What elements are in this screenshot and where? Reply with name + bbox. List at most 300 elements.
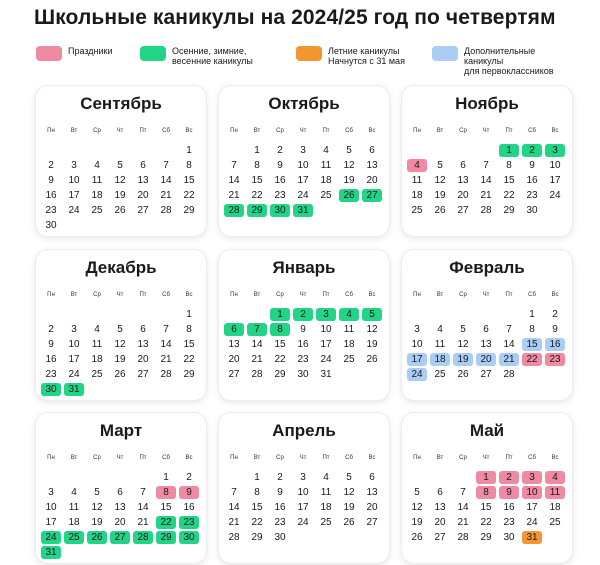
day-cell: 10 [522,486,542,499]
weekday-label: Ср [93,292,101,298]
day-cell: 5 [94,487,100,498]
weekday-label: Сб [528,128,536,134]
day-cell: 13 [228,339,240,350]
weekday-label: Вт [70,455,78,461]
day-cell: 5 [346,472,352,483]
day-cell: 8 [186,160,192,171]
day-cell: 25 [549,517,561,528]
weekday-row [223,128,385,138]
day-cell: 17 [549,175,561,186]
day-cell: 3 [300,472,306,483]
month-name: Сентябрь [80,94,162,113]
weekday-label: Сб [162,128,170,134]
day-cell: 8 [506,160,512,171]
day-cell: 24 [68,369,80,380]
month-name: Апрель [272,421,336,440]
day-cell: 26 [457,369,469,380]
day-cell: 2 [277,145,283,156]
day-cell: 14 [160,175,172,186]
day-cell: 3 [48,487,54,498]
day-cell: 16 [526,175,538,186]
day-cell: 28 [224,204,244,217]
day-cell: 20 [137,190,149,201]
day-cell: 10 [320,324,332,335]
day-cell: 2 [522,144,542,157]
weekday-label: Пт [139,455,147,461]
day-cell: 9 [277,487,283,498]
day-cell: 5 [346,145,352,156]
day-cell: 2 [277,472,283,483]
month-card [402,413,572,563]
day-cell: 13 [366,160,378,171]
day-cell: 30 [503,532,515,543]
weekday-label: Ср [276,128,284,134]
day-cell: 23 [45,205,57,216]
day-cell: 12 [411,502,423,513]
day-cell: 4 [94,160,100,171]
weekday-label: Ср [276,455,284,461]
day-cell: 28 [457,532,469,543]
day-cell: 10 [45,502,57,513]
days-grid [223,471,385,565]
day-cell: 10 [411,339,423,350]
day-cell: 26 [339,189,359,202]
weekday-label: Вт [253,128,261,134]
weekday-label: Пн [230,292,238,298]
weekday-label: Пн [413,292,421,298]
day-cell: 24 [320,354,332,365]
day-cell: 15 [480,502,492,513]
day-cell: 13 [434,502,446,513]
month-card [219,413,389,563]
day-cell: 11 [343,324,355,335]
day-cell: 3 [522,471,542,484]
weekday-label: Пт [505,292,513,298]
day-cell: 25 [320,190,332,201]
weekday-label: Вт [436,128,444,134]
legend-item-h [36,46,113,61]
day-cell: 4 [323,145,329,156]
day-cell: 10 [68,339,80,350]
day-cell: 23 [45,369,57,380]
weekday-label: Чт [482,455,490,461]
weekday-row [40,292,202,302]
day-cell: 6 [460,160,466,171]
day-cell: 17 [407,353,427,366]
day-cell: 31 [64,383,84,396]
day-cell: 15 [251,175,263,186]
weekday-label: Пн [413,455,421,461]
day-cell: 11 [434,339,446,350]
weekday-label: Пт [322,128,330,134]
weekday-row [40,455,202,465]
day-cell: 26 [114,205,126,216]
day-cell: 27 [137,205,149,216]
day-cell: 23 [274,517,286,528]
day-cell: 1 [529,309,535,320]
day-cell: 25 [91,369,103,380]
day-cell: 7 [506,324,512,335]
day-cell: 2 [499,471,519,484]
day-cell: 3 [71,324,77,335]
weekday-label: Вт [253,455,261,461]
weekday-label: Пт [505,128,513,134]
month-card [219,250,389,400]
day-cell: 27 [434,532,446,543]
day-cell: 27 [457,205,469,216]
day-cell: 8 [254,160,260,171]
day-cell: 23 [297,354,309,365]
month-card [36,86,206,236]
day-cell: 16 [45,190,57,201]
weekday-label: Ср [93,455,101,461]
day-cell: 18 [320,175,332,186]
day-cell: 24 [41,531,61,544]
day-cell: 28 [251,369,263,380]
weekday-label: Пт [322,292,330,298]
day-cell: 20 [137,354,149,365]
day-cell: 25 [343,354,355,365]
days-grid [40,308,202,402]
weekday-label: Пт [505,455,513,461]
day-cell: 29 [183,369,195,380]
weekday-label: Чт [482,292,490,298]
days-grid [223,144,385,238]
month-name: Декабрь [85,258,157,277]
day-cell: 24 [297,517,309,528]
legend-label: Дополнительные каникулы для первоклассников [464,46,554,76]
day-cell: 4 [323,472,329,483]
day-cell: 19 [91,517,103,528]
weekday-row [406,455,568,465]
day-cell: 13 [137,339,149,350]
weekday-label: Вс [368,455,376,461]
day-cell: 23 [545,353,565,366]
weekday-row [406,128,568,138]
weekday-label: Вт [70,128,78,134]
weekday-label: Вс [185,455,193,461]
weekday-row [223,292,385,302]
day-cell: 21 [499,353,519,366]
day-cell: 21 [251,354,263,365]
days-grid [406,471,568,565]
day-cell: 21 [137,517,149,528]
weekday-label: Чт [299,292,307,298]
weekday-label: Пн [230,455,238,461]
weekday-label: Чт [299,128,307,134]
day-cell: 26 [114,369,126,380]
day-cell: 26 [87,531,107,544]
day-cell: 4 [545,471,565,484]
day-cell: 17 [297,502,309,513]
day-cell: 13 [457,175,469,186]
day-cell: 22 [274,354,286,365]
day-cell: 22 [480,517,492,528]
day-cell: 13 [137,175,149,186]
day-cell: 8 [476,486,496,499]
day-cell: 14 [160,339,172,350]
day-cell: 12 [343,160,355,171]
month-name: Февраль [449,258,525,277]
day-cell: 22 [522,353,542,366]
day-cell: 29 [251,532,263,543]
day-cell: 16 [274,502,286,513]
day-cell: 16 [183,502,195,513]
day-cell: 3 [414,324,420,335]
day-cell: 6 [140,160,146,171]
weekday-label: Сб [345,455,353,461]
day-cell: 3 [316,308,336,321]
day-cell: 27 [362,189,382,202]
day-cell: 15 [274,339,286,350]
day-cell: 17 [45,517,57,528]
day-cell: 3 [71,160,77,171]
days-grid [406,308,568,402]
day-cell: 29 [156,531,176,544]
day-cell: 28 [480,205,492,216]
day-cell: 14 [251,339,263,350]
day-cell: 12 [114,175,126,186]
day-cell: 27 [366,517,378,528]
day-cell: 21 [228,517,240,528]
day-cell: 9 [529,160,535,171]
day-cell: 8 [529,324,535,335]
day-cell: 2 [293,308,313,321]
day-cell: 19 [114,190,126,201]
day-cell: 14 [457,502,469,513]
day-cell: 18 [343,339,355,350]
day-cell: 29 [480,532,492,543]
weekday-label: Вт [253,292,261,298]
day-cell: 7 [483,160,489,171]
day-cell: 15 [183,175,195,186]
day-cell: 14 [228,175,240,186]
days-grid [40,144,202,238]
day-cell: 18 [320,502,332,513]
weekday-label: Ср [459,455,467,461]
day-cell: 4 [71,487,77,498]
day-cell: 26 [343,517,355,528]
legend-swatch [36,46,62,61]
day-cell: 2 [552,309,558,320]
day-cell: 16 [297,339,309,350]
day-cell: 14 [480,175,492,186]
weekday-label: Вс [551,128,559,134]
day-cell: 31 [41,546,61,559]
weekday-label: Пн [47,455,55,461]
weekday-label: Пн [413,128,421,134]
day-cell: 18 [411,190,423,201]
weekday-row [40,128,202,138]
day-cell: 12 [343,487,355,498]
day-cell: 17 [68,190,80,201]
day-cell: 16 [503,502,515,513]
legend-label: Осенние, зимние, весенние каникулы [172,46,253,66]
legend-swatch [140,46,166,61]
day-cell: 22 [251,190,263,201]
day-cell: 5 [414,487,420,498]
day-cell: 30 [526,205,538,216]
day-cell: 24 [526,517,538,528]
weekday-label: Вс [368,292,376,298]
day-cell: 1 [186,309,192,320]
day-cell: 18 [68,517,80,528]
weekday-label: Пн [47,128,55,134]
weekday-label: Вс [185,292,193,298]
day-cell: 24 [297,190,309,201]
day-cell: 29 [503,205,515,216]
day-cell: 4 [437,324,443,335]
day-cell: 9 [552,324,558,335]
legend-swatch [432,46,458,61]
day-cell: 7 [163,160,169,171]
day-cell: 6 [117,487,123,498]
day-cell: 3 [545,144,565,157]
day-cell: 15 [503,175,515,186]
legend-label: Летние каникулы Начнутся с 31 мая [328,46,405,66]
day-cell: 20 [114,517,126,528]
day-cell: 1 [186,145,192,156]
day-cell: 11 [545,486,565,499]
weekday-label: Сб [162,292,170,298]
day-cell: 27 [228,369,240,380]
day-cell: 22 [503,190,515,201]
day-cell: 8 [186,324,192,335]
month-card [402,86,572,236]
weekday-label: Сб [345,292,353,298]
day-cell: 12 [434,175,446,186]
day-cell: 8 [156,486,176,499]
legend-item-v [140,46,253,66]
weekday-label: Сб [162,455,170,461]
day-cell: 7 [460,487,466,498]
day-cell: 24 [549,190,561,201]
day-cell: 20 [434,517,446,528]
day-cell: 9 [48,175,54,186]
day-cell: 5 [437,160,443,171]
day-cell: 2 [48,324,54,335]
day-cell: 5 [117,160,123,171]
weekday-label: Вс [551,292,559,298]
weekday-label: Вт [436,292,444,298]
day-cell: 11 [91,339,103,350]
day-cell: 27 [480,369,492,380]
month-name: Май [469,421,505,440]
day-cell: 4 [339,308,359,321]
day-cell: 19 [343,175,355,186]
month-card [36,250,206,400]
day-cell: 13 [114,502,126,513]
day-cell: 28 [228,532,240,543]
day-cell: 25 [411,205,423,216]
weekday-label: Чт [482,128,490,134]
day-cell: 1 [254,145,260,156]
day-cell: 26 [366,354,378,365]
day-cell: 10 [68,175,80,186]
day-cell: 2 [186,472,192,483]
day-cell: 22 [156,516,176,529]
day-cell: 12 [114,339,126,350]
day-cell: 30 [45,220,57,231]
month-card [402,250,572,400]
day-cell: 20 [366,502,378,513]
weekday-label: Вс [368,128,376,134]
day-cell: 11 [320,487,332,498]
day-cell: 28 [133,531,153,544]
day-cell: 24 [407,368,427,381]
month-card [219,86,389,236]
day-cell: 28 [160,369,172,380]
days-grid [40,471,202,565]
day-cell: 18 [430,353,450,366]
weekday-label: Сб [528,292,536,298]
day-cell: 29 [247,204,267,217]
day-cell: 20 [457,190,469,201]
day-cell: 30 [179,531,199,544]
day-cell: 15 [522,338,542,351]
day-cell: 28 [160,205,172,216]
weekday-label: Пн [230,128,238,134]
day-cell: 9 [277,160,283,171]
page-title: Школьные каникулы на 2024/25 год по четвертям [34,6,556,29]
weekday-label: Ср [459,128,467,134]
weekday-label: Пт [139,128,147,134]
day-cell: 10 [549,160,561,171]
day-cell: 21 [228,190,240,201]
legend-swatch [296,46,322,61]
day-cell: 29 [274,369,286,380]
day-cell: 19 [411,517,423,528]
legend-item-s [296,46,405,66]
day-cell: 9 [48,339,54,350]
day-cell: 7 [231,160,237,171]
day-cell: 29 [183,205,195,216]
month-card [36,413,206,563]
day-cell: 7 [163,324,169,335]
day-cell: 17 [320,339,332,350]
weekday-label: Ср [93,128,101,134]
day-cell: 27 [137,369,149,380]
day-cell: 24 [68,205,80,216]
day-cell: 20 [366,175,378,186]
day-cell: 19 [366,339,378,350]
day-cell: 25 [64,531,84,544]
month-name: Январь [272,258,336,277]
weekday-label: Сб [528,455,536,461]
weekday-row [223,455,385,465]
weekday-label: Вт [436,455,444,461]
day-cell: 30 [274,532,286,543]
day-cell: 7 [247,323,267,336]
day-cell: 17 [297,175,309,186]
day-cell: 7 [231,487,237,498]
day-cell: 6 [369,145,375,156]
weekday-label: Ср [459,292,467,298]
day-cell: 12 [457,339,469,350]
day-cell: 27 [110,531,130,544]
day-cell: 19 [343,502,355,513]
weekday-label: Пт [139,292,147,298]
day-cell: 7 [140,487,146,498]
day-cell: 26 [434,205,446,216]
day-cell: 16 [545,338,565,351]
day-cell: 25 [434,369,446,380]
day-cell: 1 [499,144,519,157]
day-cell: 23 [503,517,515,528]
weekday-label: Чт [116,292,124,298]
day-cell: 16 [45,354,57,365]
day-cell: 6 [437,487,443,498]
